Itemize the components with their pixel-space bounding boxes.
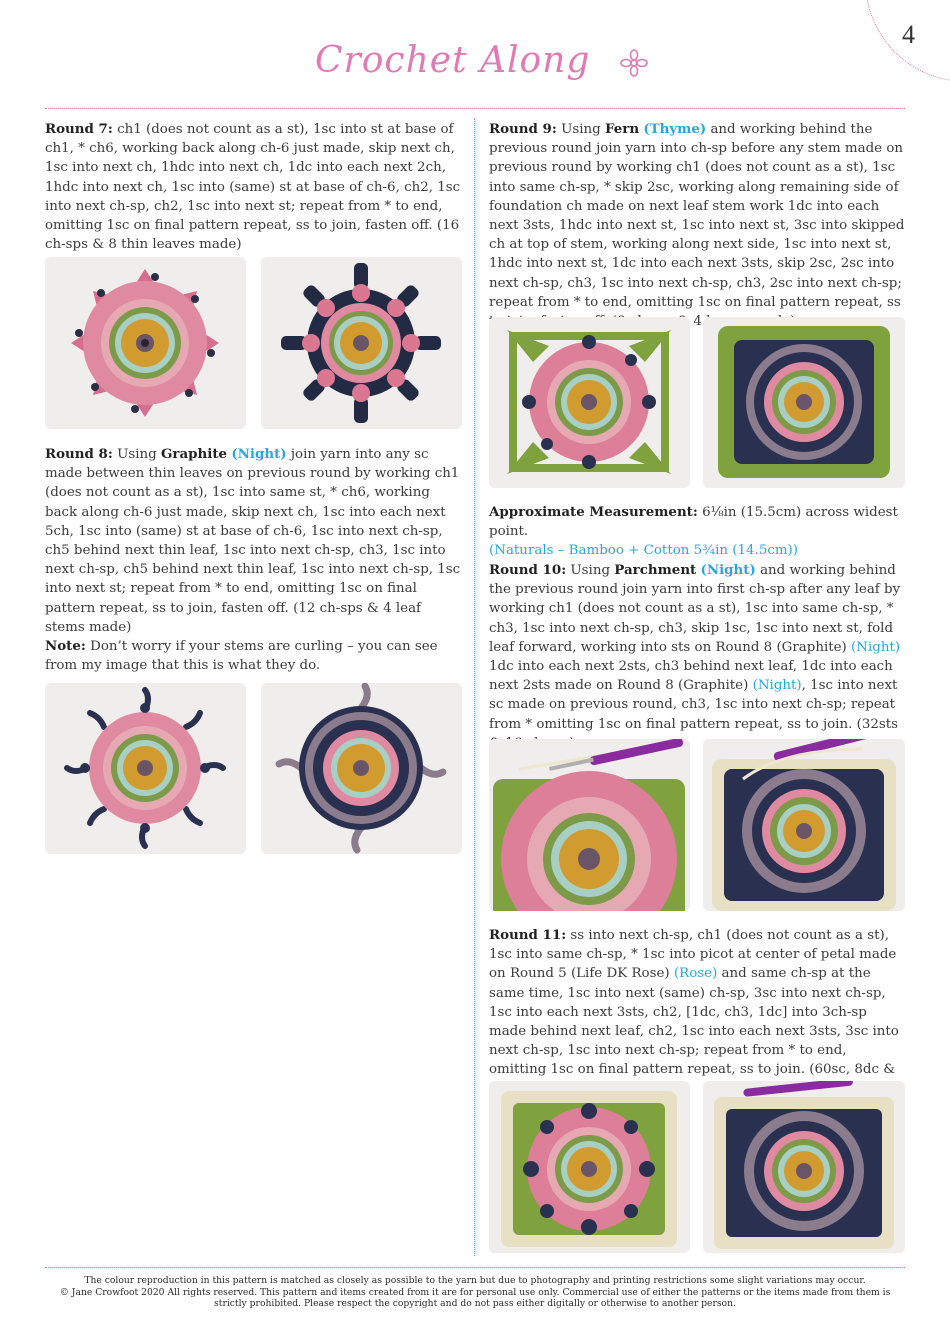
photo-round10-square-parchment xyxy=(703,739,905,911)
photo-round8-flower-back xyxy=(261,683,462,854)
approximate-measurement: Approximate Measurement: 6⅛in (15.5cm) across widest point. (Naturals – Bamboo + Cotton 5¾in (14.5cm)) xyxy=(489,504,898,559)
photo-round10-hook-closeup xyxy=(489,739,690,911)
photo-round9-square-dark xyxy=(703,317,905,488)
copyright-footer xyxy=(45,1275,905,1310)
page-number: 4 xyxy=(902,20,915,49)
round-11-instructions: Round 11: ss into next ch-sp, ch1 (does not count as a st), 1sc into same ch-sp, * 1sc into picot at center of petal made on Round 5 (Life DK Rose) (Rose) and same ch-sp at the same time, 1sc into next (same) ch-sp, 3sc into next ch-sp, 1sc into each next 3sts, ch2, [1dc, ch3, 1dc] into 3ch-sp made behind next leaf, ch2, 1sc into each next 3sts, 3sc into next ch-sp, 1sc into next ch-sp; repeat from * to end, omitting 1sc on final pattern repeat, ss to join. (60sc, 8dc & xyxy=(489,927,899,1078)
photo-round9-square-pink xyxy=(489,317,690,488)
photo-round11-square-dark xyxy=(703,1081,905,1253)
round-8-instructions: Round 8: Using Graphite (Night) join yarn into any sc made between thin leaves on previous round by working ch1 (does not count as a st), 1sc into same st, * ch6, working back along ch-6 just made, skip next ch, 1sc into each next 5ch, 1sc into (same) st at base of ch-6, 1sc into next ch-sp, ch5 behind next thin leaf, 1sc into next ch-sp, ch3, 1sc into next ch-sp, ch5 behind next thin leaf, 1sc into next ch-sp, 1sc into next st; repeat from * to end, omitting 1sc on final pattern repeat, ss to join, fasten off. (12 ch-sps & 4 leaf stems made) xyxy=(45,446,461,635)
header-divider xyxy=(45,108,905,109)
footer-colour-note: The colour reproduction in this pattern is matched as closely as possible to the yarn but due to photography and printing restrictions some slight variations may occur. xyxy=(84,1275,866,1286)
footer-divider xyxy=(45,1267,905,1268)
footer-copyright: © Jane Crowfoot 2020 All rights reserved. This pattern and items created from it are for personal use only. Commercial use of either the patterns or the items made from them is strictly prohibited. Please respect the copyright and do not pass either digitally or otherwise to another person. xyxy=(59,1286,891,1309)
round-9-instructions: Round 9: Using Fern (Thyme) and working behind the previous round join yarn into ch-sp before any stem made on previous round by working ch1 (does not count as a st), 1sc into same ch-sp, * skip 2sc, working along remaining side of foundation ch made on next leaf stem work 1dc into each next 3sts, 1hdc into next st, 1sc into next st, 3sc into skipped ch at top of stem, working along next side, 1sc into next st, 1hdc into next st, 1dc into each next 3sts, skip 2sc, 2sc into next ch-sp, ch3, 1sc into next ch-sp, ch3, 2sc into next ch-sp; repeat from * to end, omitting 1sc on final pattern repeat, ss 4 xyxy=(489,121,905,330)
round-7-instructions: Round 7: ch1 (does not count as a st), 1sc into st at base of ch1, * ch6, working back along ch-6 just made, skip next ch, 1sc into next ch, 1hdc into next ch, 1dc into each next 2ch, 1hdc into next ch, 1sc into (same) st at base of ch-6, ch2, 1sc into next ch-sp, ch2, 1sc into next st; repeat from * to end, omitting 1sc on final pattern repeat, ss to join, fasten off. (16 ch-sps & 8 thin leaves made) xyxy=(45,121,461,253)
photo-round11-square-pink xyxy=(489,1081,690,1253)
photo-round7-flower-dark xyxy=(261,257,462,429)
flower-icon xyxy=(619,48,649,78)
note-paragraph: Note: Don’t worry if your stems are curling – you can see from my image that this is what they do. xyxy=(45,638,438,674)
photo-round7-flower-pink xyxy=(45,257,246,429)
photo-round8-flower-stems xyxy=(45,683,246,854)
crochet-along-logo: Crochet Along xyxy=(315,40,591,81)
round-10-instructions: Round 10: Using Parchment (Night) and working behind the previous round join yarn into first ch-sp after any leaf by working ch1 (does not count as a st), 1sc into same ch-sp, * ch3, 1sc into next ch-sp, ch3, skip 1sc, 1sc into next st, fold leaf forward, working into sts on Round 8 (Graphite) (Night) 1dc into each next 2sts, ch3 behind next leaf, 1dc into each next 2sts made on Round 8 (Graphite) (Night), 1sc into next sc made on previous round, ch3, 1sc into next ch-sp; repeat from * omitting 1sc on final pattern repeat, ss to join. (32sts xyxy=(489,562,901,732)
column-divider xyxy=(474,118,475,1256)
